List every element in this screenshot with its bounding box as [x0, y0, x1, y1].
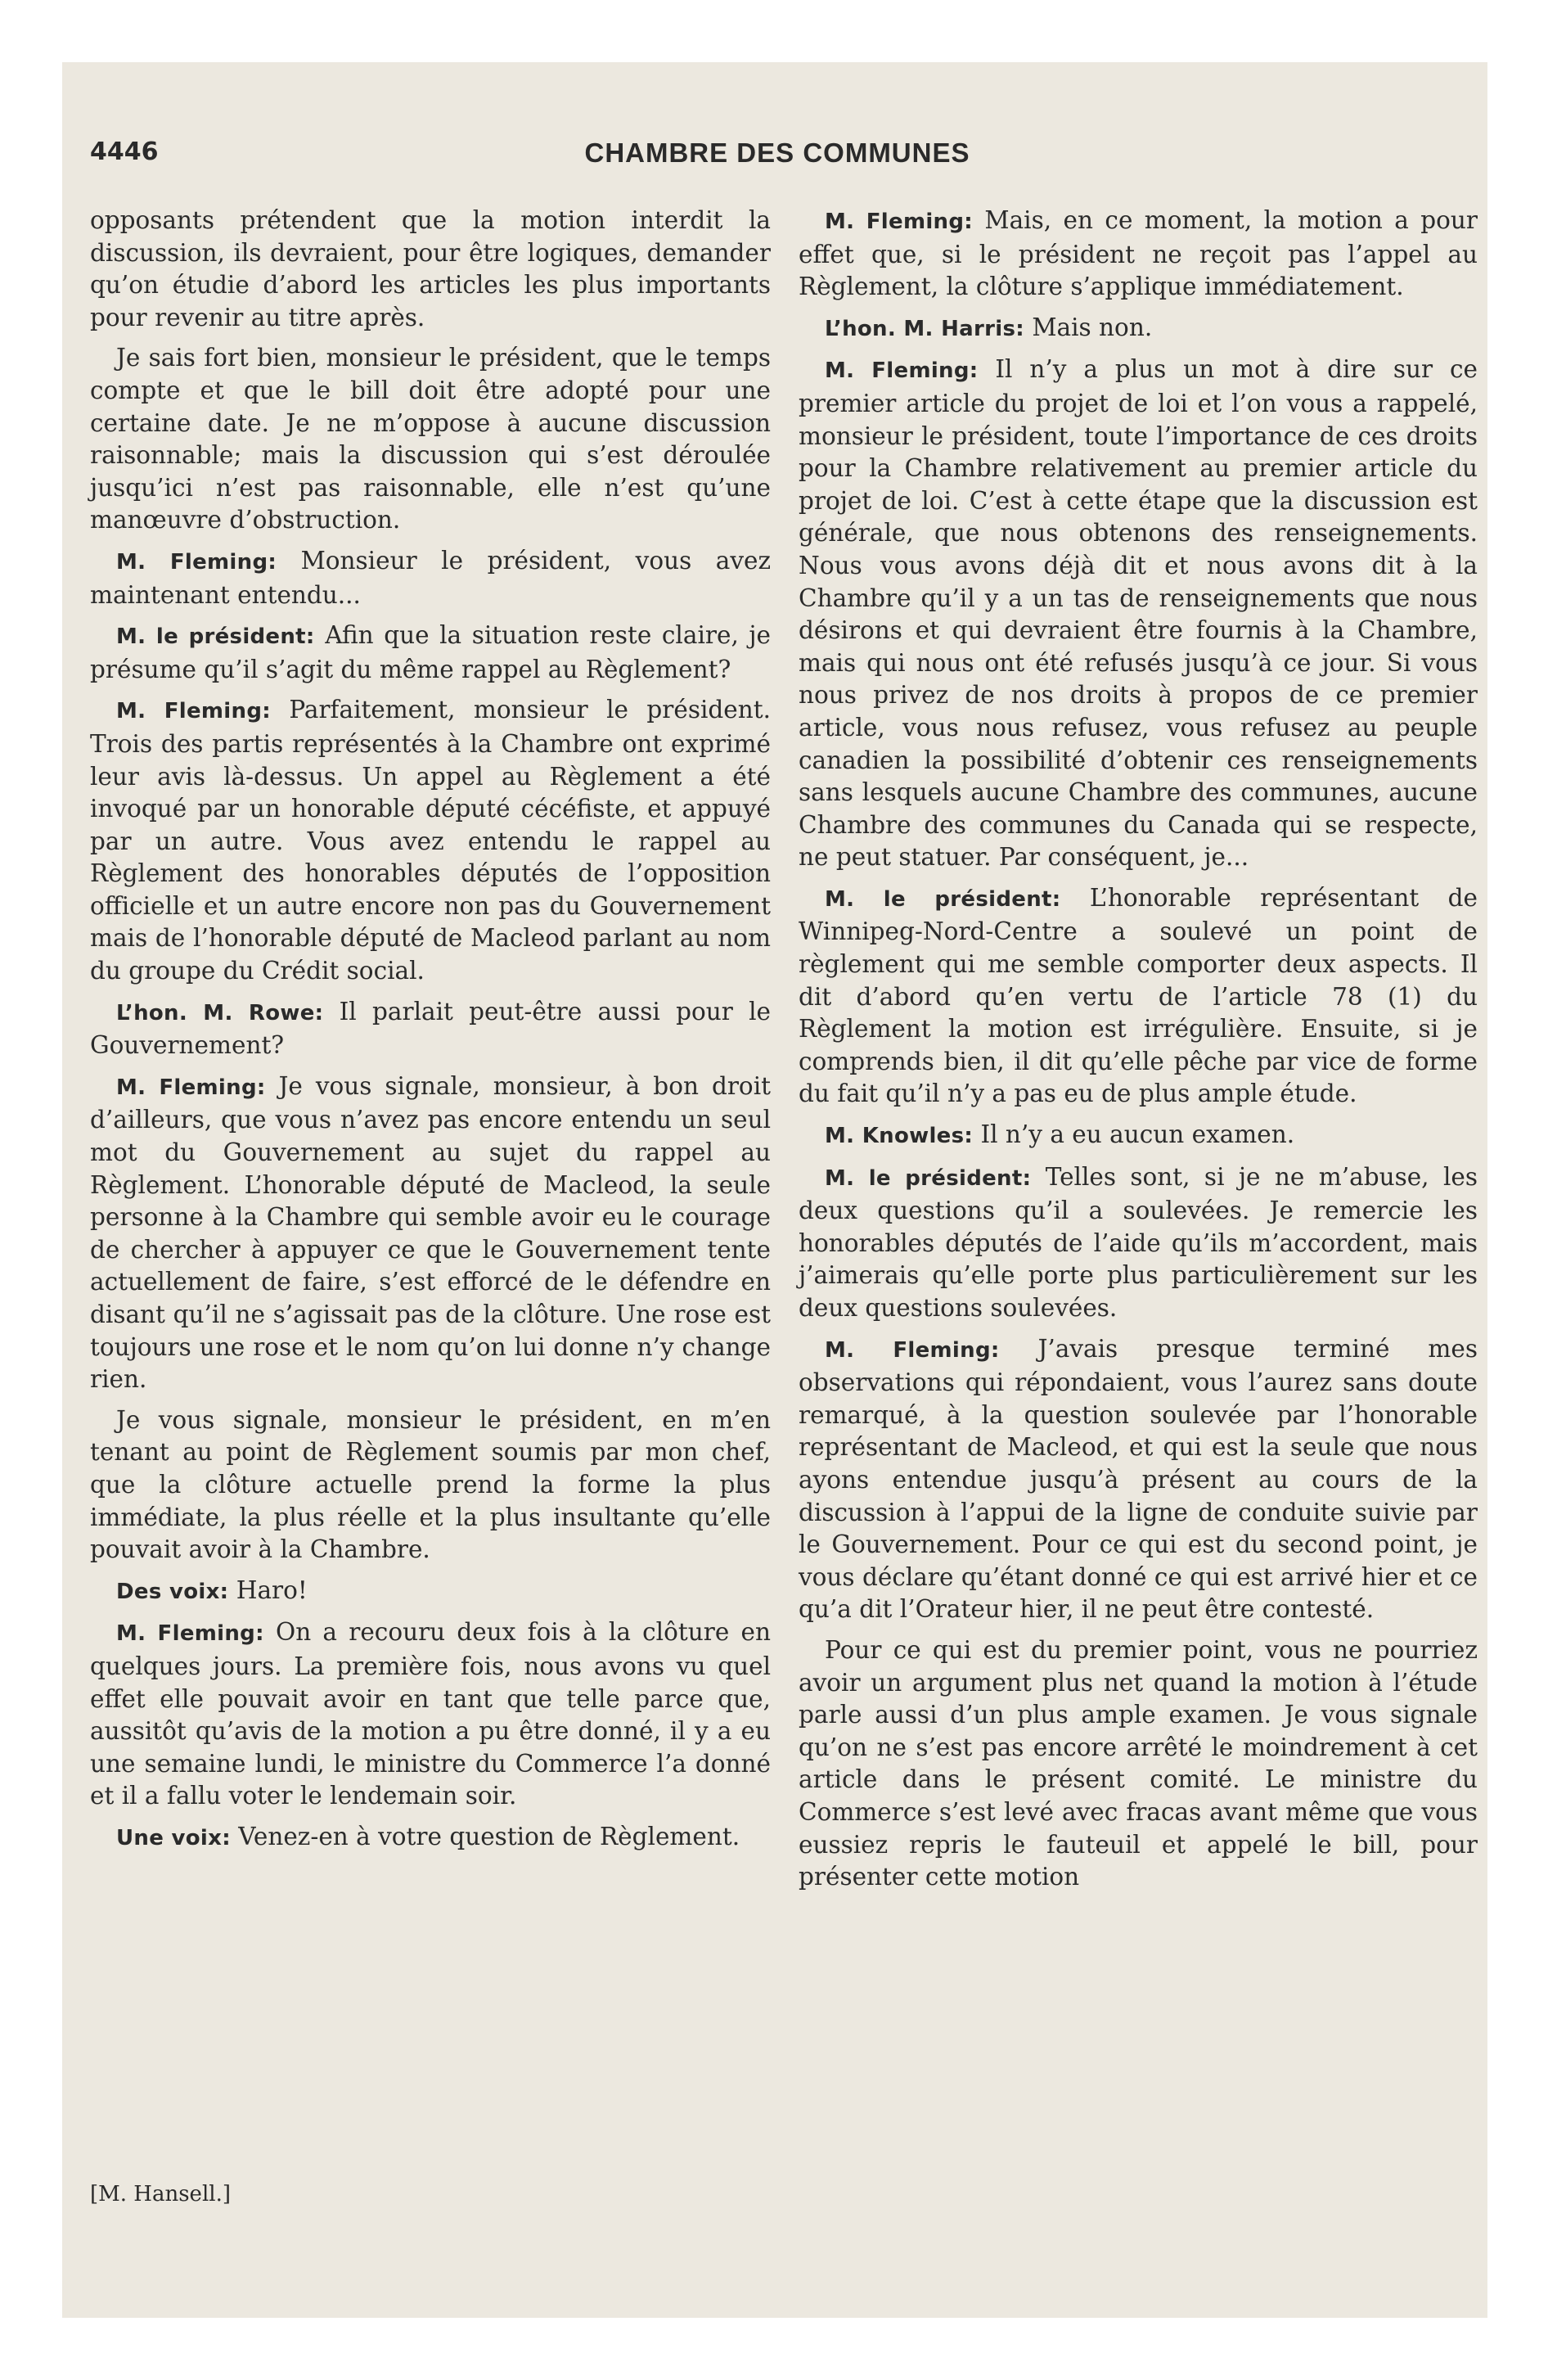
speaker-attribution: [M. Hansell.]: [90, 2182, 231, 2206]
speaker-name: M. Fleming:: [116, 1075, 266, 1100]
paragraph: [90, 1404, 771, 1566]
paragraph-text: J’avais presque terminé mes observations qui répondaient, vous l’aurez sans doute remarqué, à la question soulevée par l’honorable représentant de Macleod, et qui est la seule que nous ayons entendue jusqu’à présent au cours de la discussion à l’appui de la ligne de conduite suivie par le Gouvernement. Pour ce qui est du second point, je vous déclare qu’étant donné ce qui est arrivé hier et ce qu’a dit l’Orateur hier, il ne peut être contesté.: [799, 1334, 1478, 1624]
paragraph: [90, 1575, 771, 1609]
paragraph: [90, 205, 771, 334]
paragraph-text: Mais, en ce moment, la motion a pour effet que, si le président ne reçoit pas l’appel au Règlement, la clôture s’applique immédiatement.: [799, 206, 1478, 301]
paragraph-text: Mais non.: [1032, 313, 1153, 341]
speaker-name: M. Knowles:: [825, 1124, 974, 1149]
paragraph: [799, 1119, 1478, 1153]
speaker-name: Une voix:: [116, 1825, 231, 1850]
paragraph-text: Je sais fort bien, monsieur le président, que le temps compte et que le bill doit être adopté pour une certaine date. Je ne m’oppose à aucune discussion raisonnable; mais la discussion qui s’est déroulée jusqu’ici n’est pas raisonnable, elle n’est qu’une manœuvre d’obstruction.: [90, 344, 771, 534]
paragraph: [90, 620, 771, 686]
paragraph: [799, 1333, 1478, 1626]
paragraph-text: Afin que la situation reste claire, je présume qu’il s’agit du même rappel au Règlement?: [90, 621, 771, 683]
paragraph: [90, 1616, 771, 1813]
paragraph: [90, 1821, 771, 1855]
speaker-name: M. Fleming:: [116, 699, 271, 724]
speaker-name: Des voix:: [116, 1579, 229, 1604]
paragraph-text: On a recouru deux fois à la clôture en quelques jours. La première fois, nous avons vu quel effet elle pouvait avoir en tant que telle parce que, aussitôt qu’avis de la motion a pu être donné, il y a eu une semaine lundi, le ministre du Commerce l’a donné et il a fallu voter le lendemain soir.: [90, 1618, 771, 1810]
paragraph: [90, 342, 771, 537]
paragraph-text: Monsieur le président, vous avez maintenant entendu...: [90, 546, 771, 609]
page-header: [90, 137, 1465, 175]
speaker-name: M. Fleming:: [825, 210, 973, 234]
speaker-name: M. le président:: [825, 886, 1061, 912]
speaker-name: M. le président:: [825, 1165, 1032, 1191]
paragraph-text: Telles sont, si je ne m’abuse, les deux questions qu’il a soulevées. Je remercie les honorables députés de l’aide qu’ils m’accordent, mais j’aimerais qu’elle porte plus particulièrement sur les deux questions soulevées.: [799, 1162, 1478, 1322]
paragraph: [799, 354, 1478, 874]
speaker-name: M. Fleming:: [116, 1621, 264, 1647]
paragraph-text: Venez-en à votre question de Règlement.: [238, 1822, 740, 1850]
speaker-name: L’hon. M. Rowe:: [116, 1000, 324, 1025]
paragraph: [90, 545, 771, 611]
paragraph-text: L’honorable représentant de Winnipeg-Nord-Centre a soulevé un point de règlement qui me semble comporter deux aspects. Il dit d’abord qu’en vertu de l’article 78 (1) du Règlement la motion est irrégulière. Ensuite, si je comprends bien, il dit qu’elle pêche par vice de forme du fait qu’il n’y a pas eu de plus ample étude.: [799, 883, 1478, 1108]
paragraph-text: opposants prétendent que la motion interdit la discussion, ils devraient, pour être logiques, demander qu’on étudie d’abord les articles les plus importants pour revenir au titre après.: [90, 206, 771, 331]
paragraph: [90, 1071, 771, 1396]
speaker-name: M. Fleming:: [825, 1337, 1000, 1363]
paragraph-text: Je vous signale, monsieur le président, en m’en tenant au point de Règlement soumis par mon chef, que la clôture actuelle prend la forme la plus immédiate, la plus réelle et la plus insultante qu’elle pouvait avoir à la Chambre.: [90, 1405, 771, 1564]
paragraph: [799, 1634, 1478, 1894]
paragraph: [799, 882, 1478, 1111]
paragraph: [799, 205, 1478, 304]
page-number: 4446: [90, 137, 159, 166]
speaker-name: M. Fleming:: [116, 549, 277, 575]
paragraph-text: Je vous signale, monsieur, à bon droit d’ailleurs, que vous n’avez pas encore entendu un seul mot du Gouvernement au sujet du rappel au Règlement. L’honorable député de Macleod, la seule personne à la Chambre qui semble avoir eu le courage de chercher à appuyer ce que le Gouvernement tente actuellement de faire, s’est efforcé de le défendre en disant qu’il ne s’agissait pas de la clôture. Une rose est toujours une rose et le nom qu’on lui donne n’y change rien.: [90, 1071, 771, 1394]
paragraph: [799, 1161, 1478, 1325]
paragraph-text: Parfaitement, monsieur le président. Trois des partis représentés à la Chambre ont exprimé leur avis là-dessus. Un appel au Règlement a été invoqué par un honorable député cécéfiste, et appuyé par un autre. Vous avez entendu le rappel au Règlement des honorables députés de l’opposition officielle et un autre encore non pas du Gouvernement mais de l’honorable député de Macleod parlant au nom du groupe du Crédit social.: [90, 696, 771, 985]
paragraph-text: Pour ce qui est du premier point, vous ne pourriez avoir un argument plus net quand la motion à l’étude parle aussi d’un plus ample examen. Je vous signale qu’on ne s’est pas encore arrêté le moindrement à cet article dans le présent comité. Le ministre du Commerce s’est levé avec fracas avant même que vous eussiez repris le fauteuil et appelé le bill, pour présenter cette motion: [799, 1635, 1478, 1891]
paragraph-text: Il n’y a eu aucun examen.: [980, 1120, 1295, 1149]
paragraph: [90, 996, 771, 1062]
paragraph-text: Haro!: [236, 1575, 308, 1604]
right-column: [799, 205, 1478, 1902]
running-title: CHAMBRE DES COMMUNES: [584, 137, 970, 168]
paragraph-text: Il parlait peut-être aussi pour le Gouvernement?: [90, 997, 771, 1060]
left-column: [90, 205, 771, 1864]
speaker-name: M. le président:: [116, 624, 315, 650]
paragraph: [90, 694, 771, 987]
paragraph-text: Il n’y a plus un mot à dire sur ce premier article du projet de loi et l’on vous a rappelé, monsieur le président, toute l’importance de ces droits pour la Chambre relativement au premier article du projet de loi. C’est à cette étape que la discussion est générale, que nous obtenons des renseignements. Nous vous avons déjà dit et nous avons dit à la Chambre qu’il y a un tas de renseignements que nous désirons et qui devraient être fournis à la Chambre, mais qui nous ont été refusés jusqu’à ce jour. Si vous nous privez de nos droits à propos de ce premier article, vous nous refusez, vous refusez au peuple canadien la possibilité d’obtenir ces renseignements sans lesquels aucune Chambre des communes, aucune Chambre des communes du Canada qui se respecte, ne peut statuer. Par conséquent, je...: [799, 355, 1478, 872]
speaker-name: L’hon. M. Harris:: [825, 316, 1024, 341]
paragraph: [799, 312, 1478, 346]
speaker-name: M. Fleming:: [825, 358, 979, 384]
